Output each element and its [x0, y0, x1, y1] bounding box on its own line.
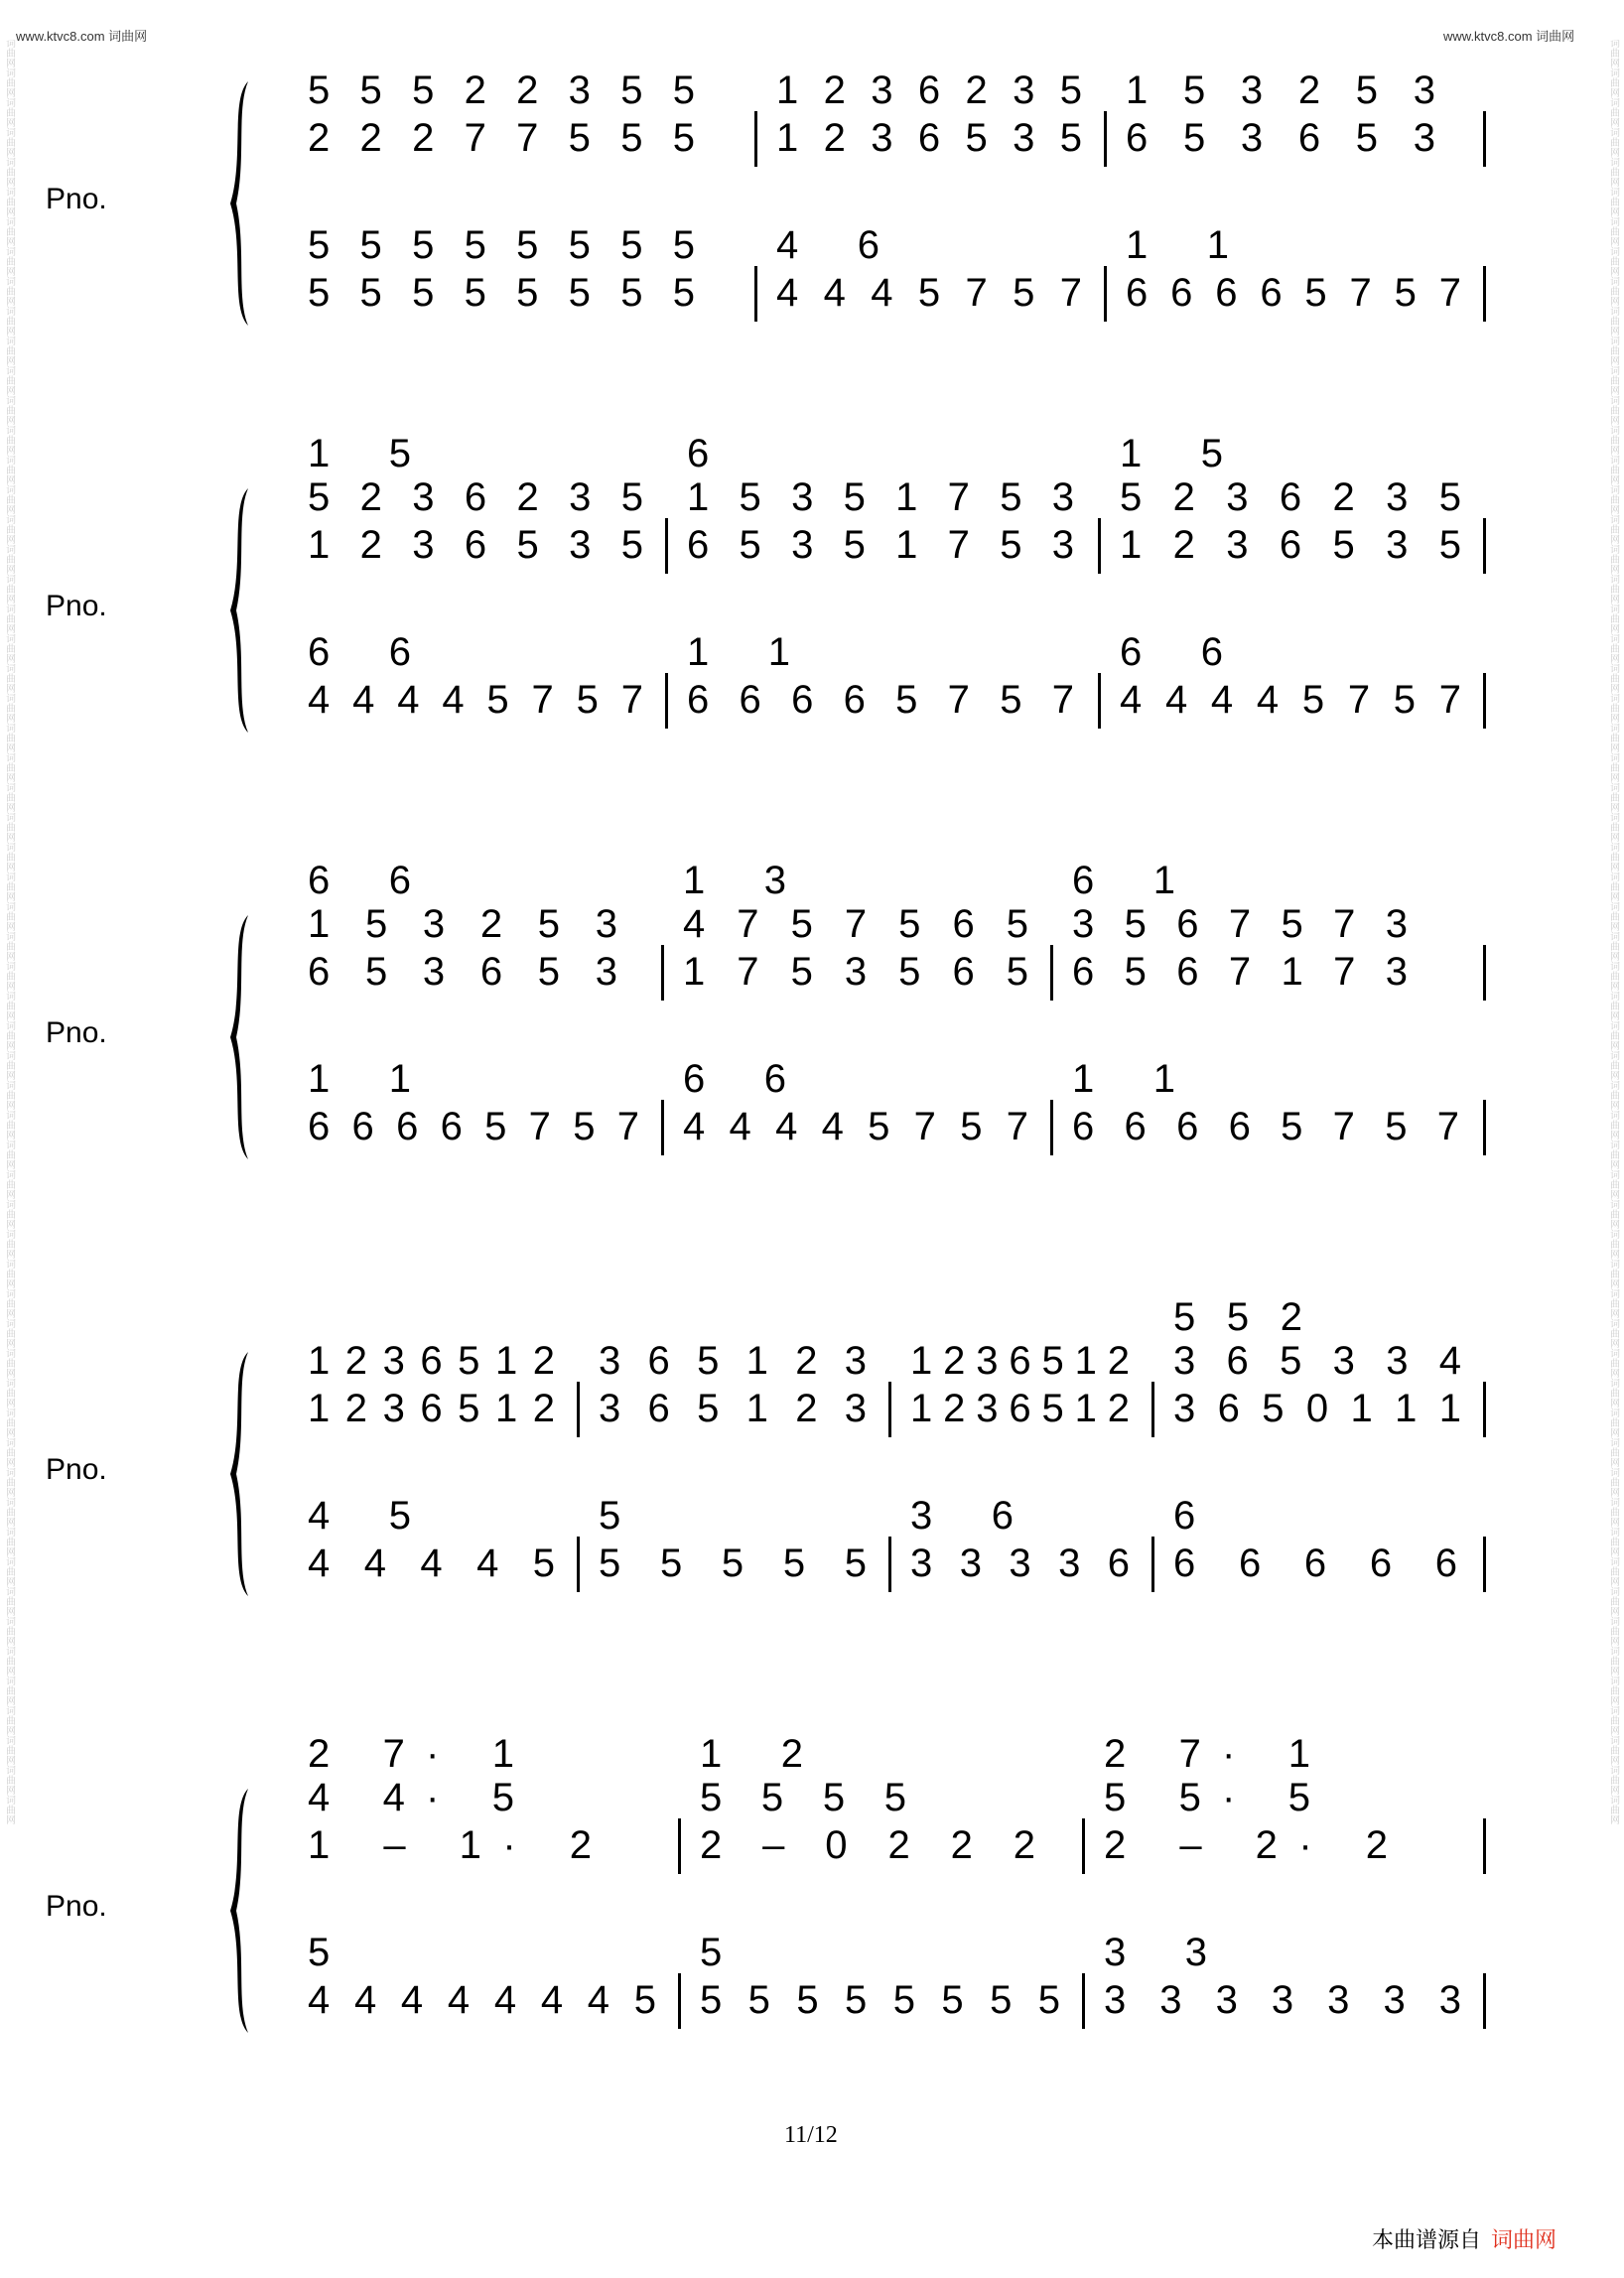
notes-text: 5 5 5 2 2 3 5 5 [308, 68, 695, 112]
barline [1104, 266, 1107, 322]
barline [1151, 1382, 1154, 1437]
brace-icon [224, 79, 254, 328]
bass-main [1072, 1100, 1469, 1151]
brace-icon [224, 913, 254, 1161]
notes-text: 2 – 2· 2 [1104, 1823, 1388, 1867]
barline [888, 1537, 891, 1592]
notes-text: 3 6 5 1 2 3 [599, 1339, 867, 1383]
bass-top [308, 1926, 664, 1977]
bass-top [599, 1489, 875, 1541]
notes-text: 4 4 4 5 7 5 7 [776, 271, 1082, 315]
bass-main [599, 1537, 875, 1588]
barline [1483, 945, 1486, 1001]
barline [1483, 518, 1486, 574]
notes-text: 3 6 5 0 1 1 1 [1173, 1387, 1461, 1430]
notes-text: 6 [1173, 1494, 1196, 1538]
notes-text: 2 2 2 7 7 5 5 5 [308, 116, 695, 160]
bass-top [683, 1052, 1036, 1104]
notes-text: 5 [308, 1931, 331, 1974]
treble-top [1126, 64, 1469, 115]
notes-text: 6 5 3 6 5 3 [1126, 116, 1435, 160]
notes-text: 5 2 3 6 2 3 5 [308, 475, 643, 519]
bass-top [308, 1052, 647, 1104]
barline [1082, 1973, 1085, 2029]
treble-main [308, 1382, 563, 1433]
system-3 [0, 854, 1624, 1251]
notes-text: 6 6 [683, 1057, 786, 1101]
notes-text: 5 5 5 5 5 5 5 5 [308, 223, 695, 267]
instrument-label: Pno. [46, 1890, 107, 1923]
notes-text: 1 2 3 6 5 3 5 [776, 116, 1082, 160]
barline [1082, 1818, 1085, 1874]
treble-main [599, 1382, 875, 1433]
barline [1050, 945, 1053, 1001]
bass-top [308, 1489, 563, 1541]
bass-main [308, 673, 651, 725]
notes-text: 5 [599, 1494, 621, 1538]
treble-top [308, 897, 647, 949]
margin-watermark: 词曲网词曲网词曲网词曲网词曲网词曲网词曲网词曲网词曲网词曲网词曲网词曲网词曲网词曲网词曲网词曲网词曲网词曲网词曲网词曲网词曲网词曲网词曲网词曲网词曲网词曲网词曲网词曲网词曲网词曲网词曲网词曲网词曲网词曲网词曲网词曲网词曲网词曲网词曲网词曲网词曲网词曲网词曲网词曲网词曲网词曲网词曲网词曲网词曲网词曲网词曲网词曲网词曲网词曲网词曲网词曲网词曲网词曲网词曲网词曲网 [1610, 40, 1620, 1826]
notes-text: 1 1 [687, 630, 790, 674]
notes-text: 5 [700, 1931, 723, 1974]
instrument-label: Pno. [46, 1016, 107, 1049]
notes-text: 4 4 4 4 5 7 5 7 [683, 1105, 1028, 1148]
notes-text: 3 5 6 7 5 7 3 [1072, 902, 1408, 946]
notes-text: 1 2 3 6 5 1 2 [910, 1387, 1130, 1430]
notes-text: 1 5 3 5 1 7 5 3 [687, 475, 1074, 519]
barline [577, 1537, 580, 1592]
barline [678, 1973, 681, 2029]
notes-text: 5 5 2 [1173, 1295, 1302, 1339]
notes-text: 1 2 3 6 5 1 2 [308, 1387, 555, 1430]
notes-text: 6 6 [1120, 630, 1223, 674]
notes-text: 6 5 6 7 1 7 3 [1072, 950, 1408, 994]
notes-text: 6 6 6 6 5 7 5 7 [1126, 271, 1461, 315]
notes-text: 5 5 5 5 [700, 1776, 906, 1819]
treble-top [308, 470, 651, 522]
barline [661, 945, 664, 1001]
notes-text: 6 [687, 432, 710, 475]
treble-top [308, 1334, 563, 1386]
system-5 [0, 1727, 1624, 2124]
notes-text: 4 4 4 4 5 7 5 7 [1120, 678, 1461, 722]
notes-text: 3 3 [1104, 1931, 1207, 1974]
barline [888, 1382, 891, 1437]
notes-text: 1 3 [683, 859, 786, 902]
bass-main [308, 1537, 563, 1588]
notes-text: 5 5 5 5 5 5 5 5 [308, 271, 695, 315]
system-4 [0, 1290, 1624, 1687]
bass-main [308, 1100, 647, 1151]
page-number: 11/12 [784, 2122, 838, 2148]
notes-text: 1 2 3 6 5 3 5 [308, 523, 643, 567]
notes-text: 5 5 5 5 5 5 5 5 [700, 1978, 1060, 2022]
notes-text: 1 2 3 6 5 3 5 [1120, 523, 1461, 567]
notes-text: 3 6 [910, 1494, 1014, 1538]
bass-main [1120, 673, 1469, 725]
treble-main [910, 1382, 1138, 1433]
notes-text: 2 7· 1 [308, 1732, 514, 1776]
bass-top [910, 1489, 1138, 1541]
notes-text: 1 1 [1126, 223, 1229, 267]
notes-text: 3 6 5 3 3 4 [1173, 1339, 1461, 1383]
bass-main [683, 1100, 1036, 1151]
barline [754, 266, 757, 322]
brace-icon [224, 1350, 254, 1598]
notes-text: 6 6 6 6 5 7 5 7 [687, 678, 1074, 722]
barline [661, 1100, 664, 1155]
treble-top [1104, 1771, 1469, 1822]
bass-main [687, 673, 1084, 725]
barline [1098, 673, 1101, 729]
notes-text: 1 1 [1072, 1057, 1175, 1101]
notes-text: 4 5 [308, 1494, 411, 1538]
system-2 [0, 427, 1624, 824]
treble-top [687, 470, 1084, 522]
bass-main [1173, 1537, 1469, 1588]
barline [1151, 1537, 1154, 1592]
bass-top [308, 218, 741, 270]
treble-main [1173, 1382, 1469, 1433]
source-site[interactable]: 词曲网 [1491, 2227, 1557, 2252]
notes-text: 1 – 1· 2 [308, 1823, 592, 1867]
brace-icon [224, 1787, 254, 2035]
notes-text: 4 4 4 4 5 [308, 1541, 555, 1585]
barline [1050, 1100, 1053, 1155]
notes-text: 5 5 5 5 5 [599, 1541, 867, 1585]
notes-text: 6 5 3 5 1 7 5 3 [687, 523, 1074, 567]
barline [1104, 111, 1107, 167]
notes-text: 1 5 [1120, 432, 1223, 475]
notes-text: 4 4· 5 [308, 1776, 514, 1819]
bass-main [308, 1973, 664, 2025]
treble-main [687, 518, 1084, 570]
bass-top [1072, 1052, 1469, 1104]
notes-text: 1 1 [308, 1057, 411, 1101]
notes-text: 1 2 [700, 1732, 803, 1776]
treble-top [700, 1771, 1068, 1822]
barline [1483, 1973, 1486, 2029]
treble-top [776, 64, 1090, 115]
bass-top [1120, 625, 1469, 677]
header-left: www.ktvc8.com 词曲网 [16, 29, 148, 44]
instrument-label: Pno. [46, 1453, 107, 1486]
notes-text: 2 7· 1 [1104, 1732, 1310, 1776]
bass-main [700, 1973, 1068, 2025]
notes-text: 6 6 [308, 859, 411, 902]
notes-text: 6 6 6 6 5 7 5 7 [308, 1105, 639, 1148]
barline [1483, 111, 1486, 167]
notes-text: 4 4 4 4 4 4 4 5 [308, 1978, 656, 2022]
treble-top [910, 1334, 1138, 1386]
notes-text: 6 1 [1072, 859, 1175, 902]
treble-main [308, 1818, 664, 1870]
notes-text: 4 7 5 7 5 6 5 [683, 902, 1028, 946]
bass-top [308, 625, 651, 677]
notes-text: 2 – 0 2 2 2 [700, 1823, 1035, 1867]
treble-main [700, 1818, 1068, 1870]
bass-top [1126, 218, 1469, 270]
treble-main [308, 111, 741, 163]
treble-top [308, 64, 741, 115]
notes-text: 6 6 [308, 630, 411, 674]
barline [1483, 1537, 1486, 1592]
bass-top [687, 625, 1084, 677]
notes-text: 3 3 3 3 3 3 3 [1104, 1978, 1461, 2022]
barline [665, 673, 668, 729]
notes-text: 6 6 6 6 6 [1173, 1541, 1457, 1585]
barline [1483, 266, 1486, 322]
barline [1098, 518, 1101, 574]
treble-main [1120, 518, 1469, 570]
margin-watermark: 词曲网词曲网词曲网词曲网词曲网词曲网词曲网词曲网词曲网词曲网词曲网词曲网词曲网词曲网词曲网词曲网词曲网词曲网词曲网词曲网词曲网词曲网词曲网词曲网词曲网词曲网词曲网词曲网词曲网词曲网词曲网词曲网词曲网词曲网词曲网词曲网词曲网词曲网词曲网词曲网词曲网词曲网词曲网词曲网词曲网词曲网词曲网词曲网词曲网词曲网词曲网词曲网词曲网词曲网词曲网词曲网词曲网词曲网词曲网词曲网 [6, 40, 16, 1826]
treble-top [599, 1334, 875, 1386]
instrument-label: Pno. [46, 590, 107, 622]
notes-text: 6 6 6 6 5 7 5 7 [1072, 1105, 1459, 1148]
treble-top [308, 1771, 664, 1822]
barline [665, 518, 668, 574]
source-footer [1372, 2223, 1556, 2254]
treble-main [308, 945, 647, 997]
system-1 [0, 20, 1624, 417]
bass-main [308, 266, 741, 318]
treble-main [1072, 945, 1469, 997]
treble-main [1104, 1818, 1469, 1870]
notes-text: 1 5 [308, 432, 411, 475]
notes-text: 1 2 3 6 5 1 2 [308, 1339, 555, 1383]
bass-top [700, 1926, 1068, 1977]
treble-main [776, 111, 1090, 163]
barline [678, 1818, 681, 1874]
treble-top [1173, 1334, 1469, 1386]
treble-main [683, 945, 1036, 997]
treble-top [1120, 470, 1469, 522]
barline [754, 111, 757, 167]
bass-main [776, 266, 1090, 318]
notes-text: 1 2 3 6 2 3 5 [776, 68, 1082, 112]
notes-text: 1 5 3 2 5 3 [1126, 68, 1435, 112]
bass-top [1173, 1489, 1469, 1541]
barline [1483, 1382, 1486, 1437]
treble-top [1072, 897, 1469, 949]
notes-text: 4 6 [776, 223, 880, 267]
barline [1483, 1100, 1486, 1155]
header-right: www.ktvc8.com 词曲网 [1443, 29, 1575, 44]
notes-text: 6 5 3 6 5 3 [308, 950, 617, 994]
notes-text: 4 4 4 4 5 7 5 7 [308, 678, 643, 722]
bass-main [1126, 266, 1469, 318]
bass-top [776, 218, 1090, 270]
source-label: 本曲谱源自 [1372, 2227, 1482, 2252]
treble-main [308, 518, 651, 570]
treble-main [1126, 111, 1469, 163]
instrument-label: Pno. [46, 183, 107, 215]
barline [1483, 673, 1486, 729]
notes-text: 3 6 5 1 2 3 [599, 1387, 867, 1430]
notes-text: 5 2 3 6 2 3 5 [1120, 475, 1461, 519]
barline [577, 1382, 580, 1437]
barline [1483, 1818, 1486, 1874]
notes-text: 1 5 3 2 5 3 [308, 902, 617, 946]
notes-text: 5 5· 5 [1104, 1776, 1310, 1819]
bass-top [1104, 1926, 1469, 1977]
notes-text: 1 7 5 3 5 6 5 [683, 950, 1028, 994]
treble-top [683, 897, 1036, 949]
bass-main [1104, 1973, 1469, 2025]
notes-text: 3 3 3 3 6 [910, 1541, 1130, 1585]
bass-main [910, 1537, 1138, 1588]
brace-icon [224, 486, 254, 735]
notes-text: 1 2 3 6 5 1 2 [910, 1339, 1130, 1383]
